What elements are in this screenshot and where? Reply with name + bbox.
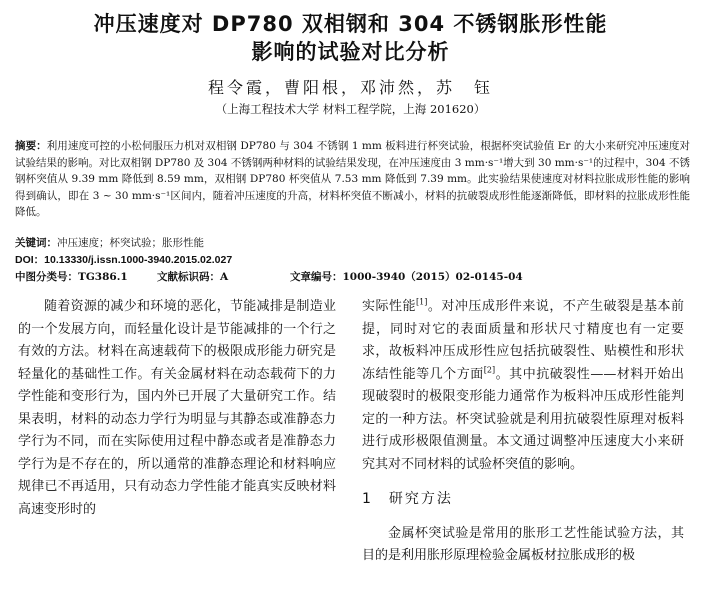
article-number [290, 269, 523, 284]
clc-label: 中图分类号： [15, 271, 78, 283]
body-right-column [362, 296, 684, 568]
paper-title-line2: 影响的试验对比分析 [251, 40, 450, 64]
doc-code [157, 269, 228, 284]
paper-title-line1: 冲压速度对 DP780 双相钢和 304 不锈钢胀形性能 [93, 12, 608, 36]
para-text-b: 。对冲压成形件来说，不产生破裂是基本前提，同时对它的表面质量和形状尺寸精度也有一定要求，故板料冲压成形性应包括抗破裂性、贴模性和形状冻结性能等几个方面 [362, 299, 684, 382]
para-text-c: 。其中抗破裂性——材料开始出现破裂时的极限变形能力通常作为板料冲压成形性能判定的一种方法。杯突试验就是利用抗破裂性原理对板料进行成形极限值测量。本文通过调整冲压速度大小来研究其对不同材料的试验杯突值的影响。 [362, 366, 684, 472]
body-left-column [18, 296, 336, 521]
art-label: 文章编号： [290, 271, 343, 283]
art-value: 1000-3940（2015）02-0145-04 [342, 271, 523, 283]
citation-1[interactable]: [1] [416, 297, 428, 307]
abstract-text: 利用速度可控的小松伺服压力机对双相钢 DP780 与 304 不锈钢 1 mm 板料进行杯突试验，根据杯突试验值 Er 的大小来研究冲压速度对试验结果的影响。对比双相钢 DP780 及 304 不锈钢两种材料的试验结果发现，在冲压速度由 3 mm·s⁻¹增大到 30 mm·s⁻¹的过程中，304 不锈钢杯突值从 9.39 mm 降低到 8.59 mm，双相钢 DP780 杯突值从 7.53 mm 降低到 7.39 mm。此实验结果使速度对材料拉胀成形性能的影响得到确认，即在 3 ~ 30 mm·s⁻¹区间内，随着冲压速度的升高，材料杯突值不断减小，材料的抗破裂成形性能逐渐降低，即材料的拉胀成形性能降低。 [15, 140, 691, 218]
clc-value: TG386.1 [78, 271, 128, 283]
intro-paragraph-continued [362, 296, 684, 476]
keywords [15, 235, 204, 250]
doc-value: A [220, 271, 229, 283]
doc-label: 文献标识码： [157, 271, 220, 283]
para-text-a: 实际性能 [362, 299, 417, 314]
abstract-label: 摘要： [15, 140, 47, 152]
keywords-label: 关键词： [15, 237, 57, 249]
keywords-text: 冲压速度；杯突试验；胀形性能 [57, 237, 204, 249]
abstract [15, 138, 690, 221]
citation-2[interactable]: [2] [483, 365, 496, 375]
author-list: 程令霞，曹阳根，邓沛然，苏 钰 [207, 78, 493, 97]
method-paragraph: 金属杯突试验是常用的胀形工艺性能试验方法，其目的是利用胀形原理检验金属板材拉胀成形的极 [362, 525, 684, 563]
section-heading: 1 研究方法 [362, 491, 453, 507]
intro-paragraph: 随着资源的减少和环境的恶化，节能减排是制造业的一个发展方向，而轻量化设计是节能减排的一个行之有效的方法。材料在高速载荷下的极限成形能力研究是轻量化的基础性工作。有关金属材料在动态载荷下的力学性能和变形行为，国内外已开展了大量研究工作。结果表明，材料的动态力学行为明显与其静态或准静态力学行为不同，而在实际使用过程中静态或者是准静态力学行为是不存在的，所以通常的准静态理论和材料响应规律已不再适用，只有动态力学性能才能真实反映材料高速变形时的 [18, 299, 336, 517]
doi: DOI：10.13330/j.issn.1000-3940.2015.02.027 [15, 254, 233, 266]
affiliation: （上海工程技术大学 材料工程学院，上海 201620） [215, 102, 486, 116]
clc-number [15, 269, 128, 284]
